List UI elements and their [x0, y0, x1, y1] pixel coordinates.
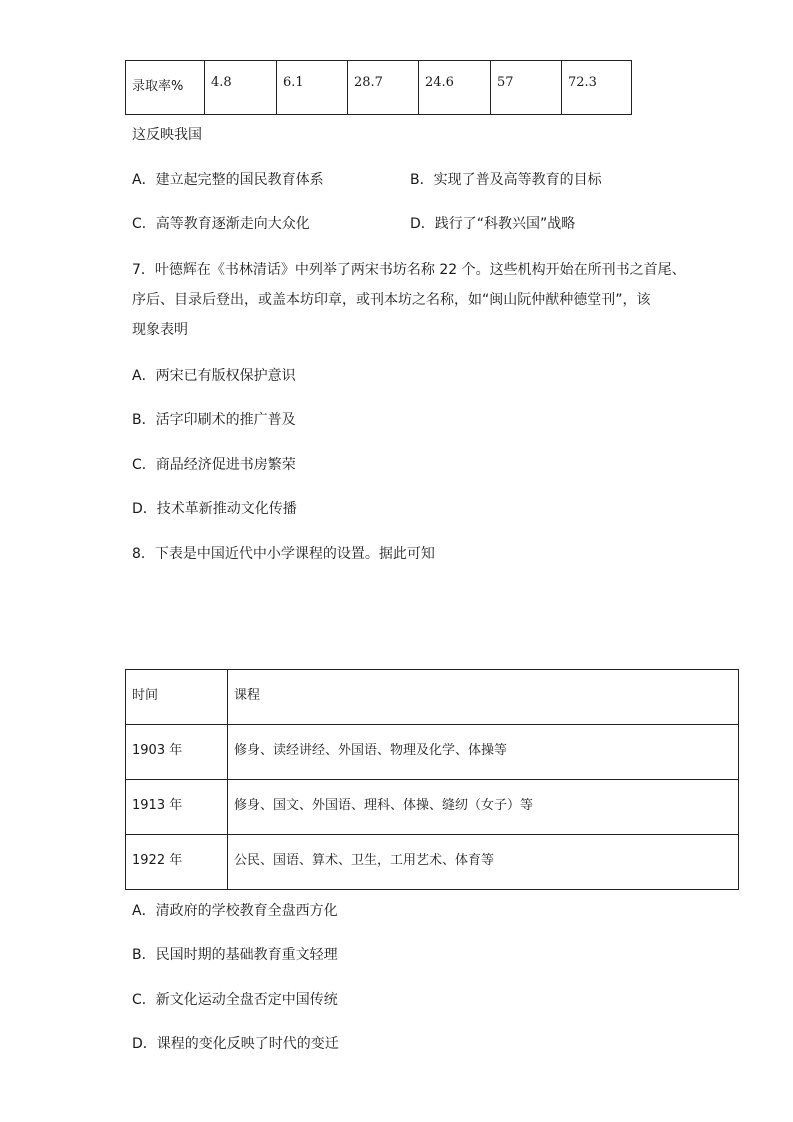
admission-rate-table	[125, 60, 632, 115]
table-header-row	[126, 670, 739, 725]
table-cell-label: 录取率%	[126, 61, 205, 115]
q6-option-c: C．高等教育逐渐走向大众化	[132, 216, 310, 232]
q8-option-c: C．新文化运动全盘否定中国传统	[132, 992, 338, 1008]
table-row	[126, 835, 739, 890]
table-cell-year: 1903 年	[126, 725, 228, 780]
q6-option-d: D．践行了“科教兴国”战略	[410, 216, 576, 232]
table-header-time: 时间	[126, 670, 228, 725]
q7-option-c: C．商品经济促进书房繁荣	[132, 457, 296, 473]
curriculum-table	[125, 669, 739, 890]
q7-option-a: A．两宋已有版权保护意识	[132, 368, 296, 384]
table-cell-courses: 修身、国文、外国语、理科、体操、缝纫（女子）等	[228, 780, 739, 835]
table-cell-courses: 修身、读经讲经、外国语、物理及化学、体操等	[228, 725, 739, 780]
q7-option-d: D．技术革新推动文化传播	[132, 501, 297, 517]
q6-option-b: B．实现了普及高等教育的目标	[410, 172, 602, 188]
q7-stem-line1: 7．叶德辉在《书林清话》中列举了两宋书坊名称 22 个。这些机构开始在所刊书之首尾、	[132, 262, 686, 278]
table-row	[126, 61, 632, 115]
table-cell-courses: 公民、国语、算术、卫生，工用艺术、体育等	[228, 835, 739, 890]
table-cell-year: 1922 年	[126, 835, 228, 890]
table-cell: 6.1	[277, 61, 348, 115]
q7-stem-line2: 序后、目录后登出，或盖本坊印章，或刊本坊之名称，如“闽山阮仲猷种德堂刊”，该	[132, 292, 651, 308]
table-row	[126, 780, 739, 835]
q7-stem-line3: 现象表明	[132, 322, 188, 338]
table-cell: 4.8	[205, 61, 277, 115]
q8-option-b: B．民国时期的基础教育重文轻理	[132, 947, 338, 963]
table-cell: 72.3	[562, 61, 632, 115]
table-cell: 28.7	[348, 61, 419, 115]
q8-stem: 8．下表是中国近代中小学课程的设置。据此可知	[132, 546, 435, 562]
table-row	[126, 725, 739, 780]
q8-option-a: A．清政府的学校教育全盘西方化	[132, 903, 338, 919]
q8-option-d: D．课程的变化反映了时代的变迁	[132, 1036, 339, 1052]
q6-option-a: A．建立起完整的国民教育体系	[132, 172, 324, 188]
q7-option-b: B．活字印刷术的推广普及	[132, 412, 296, 428]
table-cell-year: 1913 年	[126, 780, 228, 835]
table-cell: 57	[491, 61, 562, 115]
q6-stem-tail: 这反映我国	[132, 127, 202, 143]
table-cell: 24.6	[419, 61, 491, 115]
table-header-courses: 课程	[228, 670, 739, 725]
